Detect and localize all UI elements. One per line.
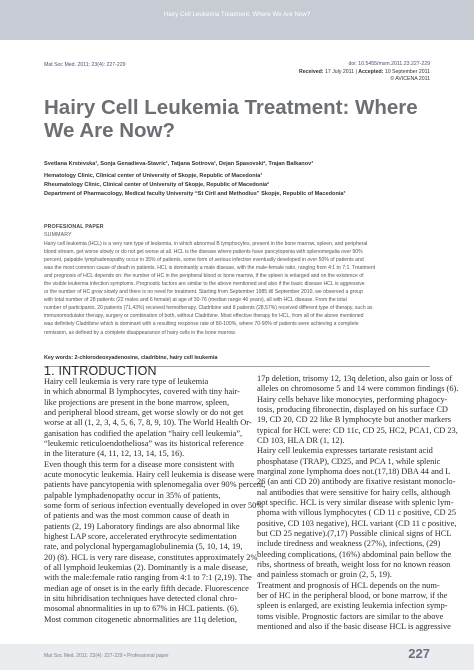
body-text-line: “leukemic reticuloendotheliosa” was its historical reference — [44, 438, 244, 448]
body-text-line: tosis, producing fibronectin, displayed on his surface CD — [257, 404, 448, 414]
body-text-line: and painless stomach or groin (2, 5, 19). — [257, 570, 392, 580]
body-text-line: acute monocytic leukemia. Hairy cell leukemia is disease were — [44, 469, 255, 479]
article-title: Hairy Cell Leukemia Treatment: Where We Are Now? — [44, 96, 418, 142]
body-text-line: worse at all (1, 2, 3, 4, 5, 6, 7, 8, 9, 10). The World Health Or- — [44, 418, 252, 428]
body-text-line: Treatment and prognosis of HCL depends on the num- — [257, 580, 440, 590]
body-text-line: but CD 25 negative).(7,17) Possible clinical signs of HCL — [257, 528, 452, 538]
body-text-line: positive, CD 103 negative), HCL variant (CD 11 c positive, — [257, 518, 457, 528]
body-text-line: ber of HC in the peripheral blood, or bone marrow, if the — [257, 590, 448, 600]
body-text-line: 26 (an anti CD 20) antibody are fixative resistant monoclo- — [257, 477, 456, 487]
body-text-line: 17p deletion, trisomy 12, 13q deletion, also gain or loss of — [257, 374, 453, 383]
body-text-line: some form of serious infection eventually developed in over 50% — [44, 500, 264, 510]
body-text-line: Most common citogenetic abnormalities are 11q deletion, — [44, 614, 237, 624]
body-text-line: alleles on chromosome 5 and 14 were common findings (6). — [257, 384, 459, 394]
left-body-column — [44, 377, 266, 625]
summary-line: or the number of HC grow slowly and there is no need for treatment. Starting from September 1985 till September 2010, we observed a group — [44, 289, 363, 296]
body-text-line: not specific. HCL is very similar disease with splenic lym- — [257, 497, 454, 507]
summary-line: immunomodulator therapy, surgery or combination of both, without Cladribine. Most effective therapy for HCL, from all of the above mentioned — [44, 313, 364, 320]
body-text-line: bleeding complications, (16%) abdominal pain bellow the — [257, 549, 452, 559]
body-text-line: in which abnormal B lymphocytes, covered with tiny hair- — [44, 387, 240, 397]
body-text-line: mosomal abnormalities in up to 67% in HCL patients. (6). — [44, 604, 239, 614]
author-list: Svetlana Krstevska¹, Sonja Genadieva-Stavric¹, Tatjana Sotirova¹, Dejan Spasovski², Trajan Balkanov³ — [44, 161, 314, 167]
summary-text — [44, 240, 430, 337]
body-text-line: in the literature (4, 11, 12, 13, 14, 15, 16). — [44, 449, 185, 459]
summary-line: number of participants, 20 patients (71,43%) received hemotherapy, Cladribine and 8 patients (28,57%) received different type of therapy, such as — [44, 305, 373, 312]
body-text-line: marginal zone lymphoma does not.(17,18) DBA 44 and L — [257, 466, 451, 476]
body-text-line: like projections are present in the bone marrow, spleen, — [44, 397, 230, 407]
body-text-line: of patients and was the most common cause of death in — [44, 511, 230, 521]
body-text-line: of all lymphoid leukemias (2). Dominantly is a male disease, — [44, 562, 248, 572]
journal-reference: Mat Soc Med. 2011; 23(4): 227-229 — [44, 62, 126, 68]
body-text-line: patients (2, 19) Laboratory findings are also abnormal like — [44, 521, 240, 531]
summary-line: with total number of 28 patients (22 males and 6 female) at age of 30-76 (median range 46 years), all with HCL disease. From the total — [44, 297, 347, 304]
body-text-line: phoma with villous lymphocytes ( CD 11 c positive, CD 25 — [257, 508, 457, 518]
header-band — [0, 0, 474, 40]
body-text-line: Hairy cell leukemia is very rare type of leukemia — [44, 377, 209, 386]
body-text-line: Hairy cells behave like monocytes, performing phagocy- — [257, 394, 448, 404]
summary-line: percent, palpable lymphadenopathy occur in 35% of patients, some form of serious infection eventually developed in over 50% of patients and — [44, 257, 364, 264]
summary-line: Hairy cell leukemia (HCL) is a very rare type of leukemia, in which abnormal B lymphocytes, present in the bone marrow, spleen, and peripheral — [44, 241, 368, 247]
running-title: Hairy Cell Leukemia Treatment: Where We Are Now? — [163, 12, 311, 18]
body-text-line: nal antibodies that were sensitive for hairy cells, although — [257, 487, 451, 497]
body-text-line: include tiredness and weakness (27%), infections, (29) — [257, 539, 441, 549]
summary-line: was the most common cause of death in patients. HCL is dominantly a male disease, with the male-female ratio, ranging from 4:1 to 7:1. Treatment — [44, 265, 376, 272]
footer-journal-reference: Mat Soc Med. 2011; 23(4): 227-229 • Professional paper — [44, 653, 169, 659]
affiliation-2: Rheumatology Clinic, Clinical center of University of Skopje, Republic of Macedonia² — [44, 182, 270, 188]
body-text-line: patients have pancytopenia with splenomegalia over 90% percent, — [44, 480, 266, 490]
received-accepted-dates: Received: 17 July 2011 | Accepted: 10 September 2011 — [299, 69, 430, 75]
body-text-line: in situ hibridisation techniques have detected clonal chro- — [44, 593, 238, 603]
body-text-line: palpable lymphadenopathy occur in 35% of patients, — [44, 490, 221, 500]
body-text-line: rate, and polyclonal hypergamaglobulinemia (5, 10, 14, 19, — [44, 542, 243, 552]
paper-type-label: PROFESIONAL PAPER — [44, 224, 104, 230]
introduction-heading: 1. INTRODUCTION — [44, 364, 157, 378]
body-text-line: typical for HCL were: CD 11c, CD 25, HC2, PCA1, CD 23, — [257, 425, 458, 435]
affiliation-1: Hematology Clinic, Clinical center of University of Skopje, Republic of Macedonia¹ — [44, 173, 263, 179]
doi-link[interactable]: doi: 10.5455/msm.2011.23.227-229 — [348, 61, 430, 67]
copyright-notice: © AVICENA 2011 — [390, 76, 430, 82]
body-text-line: 19, CD 20, CD 22 like B lymphocyte but another markers — [257, 415, 451, 425]
body-text-line: ribs, shortness of breath, weight loss for no known reason — [257, 559, 451, 569]
body-text-line: phosphatase (TRAP), CD25, and PCA 1, while splenic — [257, 456, 441, 466]
summary-line: and prognosis of HCL depends on: the number of HC in the peripheral blood or bone marrow, if the spleen is enlarged and on the existence of — [44, 273, 364, 280]
body-text-line: CD 103, HLA DR (1, 12). — [257, 435, 345, 445]
summary-heading: SUMMARY — [44, 232, 72, 238]
body-text-line: spleen is enlarged, are existing leukemia infection symp- — [257, 601, 448, 611]
summary-line: the visible leukemia infection symptoms. Prognostic factors are similar to the above mentioned and also if the basic disease HCL is aggressive — [44, 281, 365, 288]
accepted-date: 10 September 2011 — [384, 69, 430, 75]
affiliations — [44, 172, 464, 199]
body-text-line: Even though this term for a disease more consistent with — [44, 459, 235, 469]
right-body-column — [257, 374, 459, 632]
body-text-line: with the male:female ratio ranging from 4:1 to 7:1 (2,19). The — [44, 573, 252, 583]
body-text-line: median age of onset is in the early fifth decade. Fluorescence — [44, 583, 249, 593]
keywords: Key words: 2-chlorodeoxyadenosine, cladribine, hairy cell leukemia — [44, 355, 218, 361]
body-text-line: ganisation has codified the apelation “hairy cell leukemia”, — [44, 428, 243, 438]
received-date: 17 July 2011 — [324, 69, 355, 75]
body-text-line: Hairy cell leukemia expresses tartarate resistant acid — [257, 446, 433, 456]
summary-line: remission, as defined by a complete disappearance of hairy cells in the bone marrow. — [44, 329, 236, 336]
body-text-line: 20) (8). HCL is very rare disease, constitutes approximately 2% — [44, 552, 258, 562]
accepted-label: Accepted: — [358, 69, 384, 75]
body-text-line: and peripheral blood stream, get worse slowly or do not get — [44, 407, 244, 417]
page-number: 227 — [408, 646, 430, 661]
body-text-line: highest LAP score, accelerated erythrocyte sedimentation — [44, 531, 237, 541]
summary-line: blood stream, get worse slowly or do not get worse at all. HCL is the disease where patients have pancytopenia with splenomegalia over 90% — [44, 249, 363, 256]
summary-line: was definitely Cladribine which is dominant with a resulting response rate of 80-100%, where 70-90% of patients were achieving a complete — [44, 321, 359, 328]
body-text-line: mentioned and also if the basic disease HCL is aggressive — [257, 621, 451, 631]
received-label: Received: — [299, 69, 324, 75]
affiliation-3: Department of Pharmacology, Medical faculty University “St Ciril and Methodius” Skopje, Republic of Macedonia³ — [44, 191, 346, 197]
body-text-line: toms visible. Prognostic factors are similar to the above — [257, 611, 444, 621]
